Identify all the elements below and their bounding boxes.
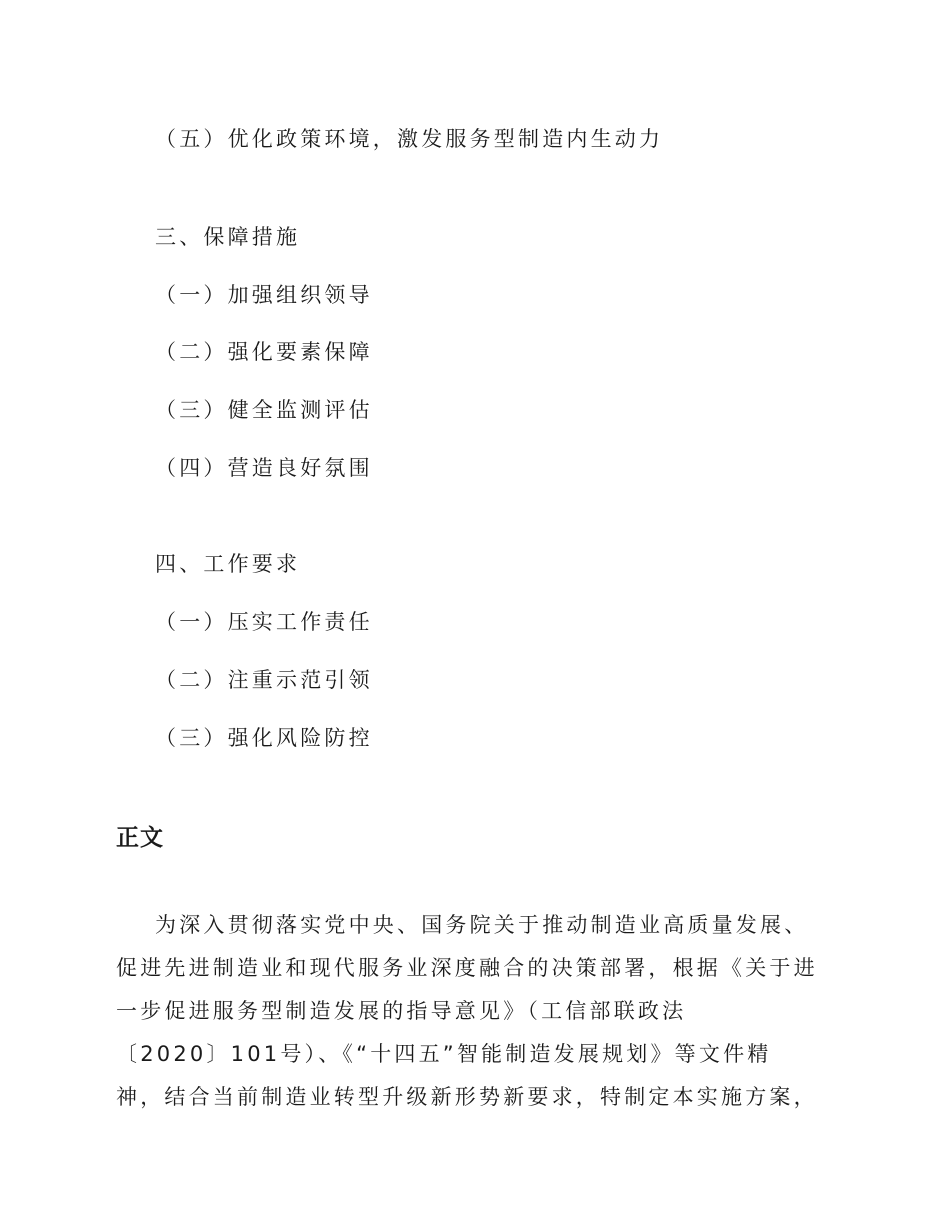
outline-item-3-4: （四）营造良好氛围 bbox=[155, 456, 373, 480]
paragraph-line-1: 为深入贯彻落实党中央、国务院关于推动制造业高质量发展、 bbox=[155, 913, 809, 937]
section-heading-4: 四、工作要求 bbox=[155, 552, 301, 576]
outline-item-4-3: （三）强化风险防控 bbox=[155, 726, 373, 750]
paragraph-line-5: 神，结合当前制造业转型升级新形势新要求，特制定本实施方案， bbox=[116, 1085, 818, 1109]
outline-item-3-3: （三）健全监测评估 bbox=[155, 398, 373, 422]
outline-item-3-1: （一）加强组织领导 bbox=[155, 283, 373, 307]
paragraph-line-2: 促进先进制造业和现代服务业深度融合的决策部署，根据《关于进 bbox=[116, 956, 818, 980]
body-heading: 正文 bbox=[116, 825, 164, 851]
paragraph-line-3: 一步促进服务型制造发展的指导意见》（工信部联政法 bbox=[116, 999, 687, 1023]
outline-item-4-1: （一）压实工作责任 bbox=[155, 610, 373, 634]
outline-item-3-2: （二）强化要素保障 bbox=[155, 340, 373, 364]
outline-item-2-5: （五）优化政策环境，激发服务型制造内生动力 bbox=[155, 127, 664, 151]
outline-item-4-2: （二）注重示范引领 bbox=[155, 668, 373, 692]
section-heading-3: 三、保障措施 bbox=[155, 225, 301, 249]
paragraph-line-4: 〔2020〕101号）、《“十四五”智能制造发展规划》等文件精 bbox=[116, 1042, 772, 1066]
